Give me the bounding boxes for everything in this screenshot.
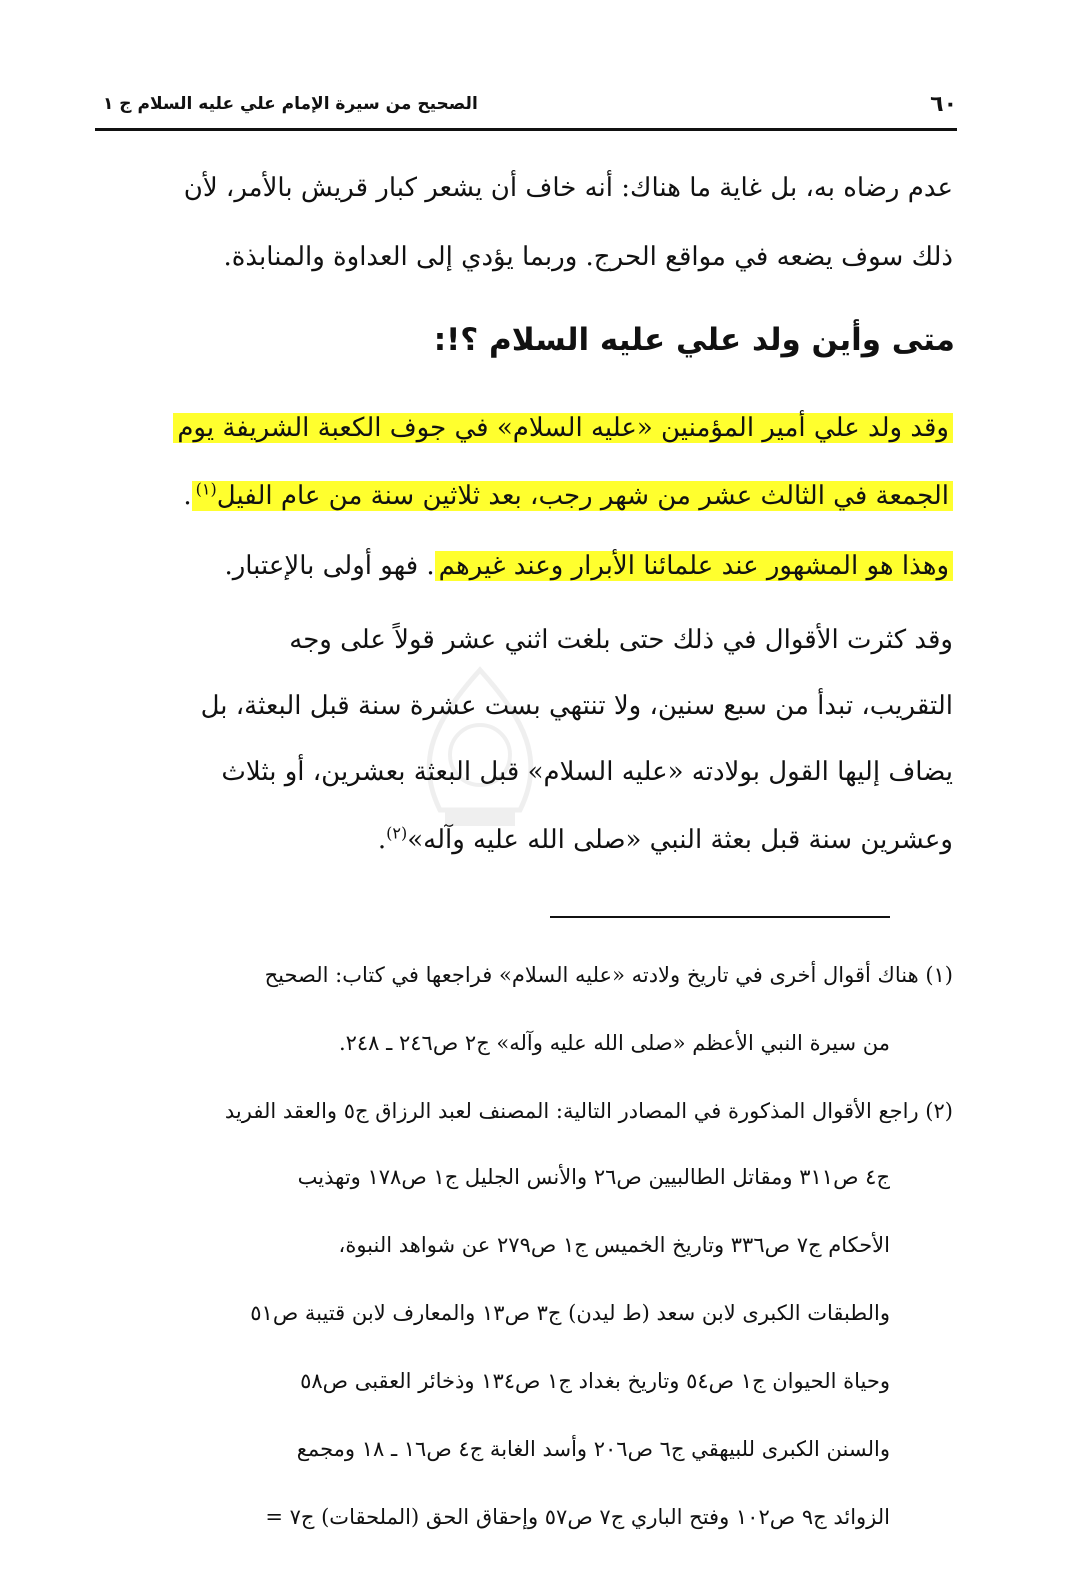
footnote-separator <box>550 916 890 918</box>
body-text: . فهو أولى بالإعتبار. <box>224 551 435 581</box>
body-text: وعشرين سنة قبل بعثة النبي «صلى الله عليه وآله» <box>407 825 953 855</box>
footnote-line: ج٤ ص٣١١ ومقاتل الطالبيين ص٢٦ والأنس الجليل ج١ ص١٧٨ وتهذيب <box>297 1165 890 1189</box>
section-heading: متى وأين ولد علي عليه السلام ؟!: <box>433 322 955 358</box>
highlighted-text: وهذا هو المشهور عند علمائنا الأبرار وعند غيرهم <box>435 551 953 581</box>
footnote-line: والسنن الكبرى للبيهقي ج٦ ص٢٠٦ وأسد الغابة ج٤ ص١٦ ـ ١٨ ومجمع <box>296 1437 890 1461</box>
highlighted-text: وقد ولد علي أمير المؤمنين «عليه السلام» في جوف الكعبة الشريفة يوم <box>173 413 953 443</box>
footnote-ref-1: (١) <box>195 479 217 499</box>
footnote-line: (٢) راجع الأقوال المذكورة في المصادر التالية: المصنف لعبد الرزاق ج٥ والعقد الفريد <box>224 1099 953 1123</box>
body-line: وقد كثرت الأقوال في ذلك حتى بلغت اثني عشر قولاً على وجه <box>289 625 953 655</box>
highlighted-text <box>192 481 953 511</box>
sentence-end: . <box>377 825 387 855</box>
sentence-end: . <box>183 481 192 511</box>
page-number: ٦٠ <box>930 92 957 117</box>
body-line-highlighted <box>95 408 953 448</box>
watermark-emblem-icon <box>395 660 565 840</box>
footnote-line: والطبقات الكبرى لابن سعد (ط ليدن) ج٣ ص١٣ والمعارف لابن قتيبة ص٥١ <box>250 1301 890 1325</box>
watermark-emblem <box>395 660 565 840</box>
highlighted-text-content: الجمعة في الثالث عشر من شهر رجب، بعد ثلاثين سنة من عام الفيل <box>216 481 949 511</box>
body-line <box>95 546 953 586</box>
footnote-ref-2: (٢) <box>386 823 408 843</box>
footnote-line: من سيرة النبي الأعظم «صلى الله عليه وآله» ج٢ ص٢٤٦ ـ ٢٤٨. <box>338 1031 890 1055</box>
footnote-line: (١) هناك أقوال أخرى في تاريخ ولادته «عليه السلام» فراجعها في كتاب: الصحيح <box>264 963 953 987</box>
running-title: الصحيح من سيرة الإمام علي عليه السلام ج ١ <box>103 94 478 114</box>
body-line: يضاف إليها القول بولادته «عليه السلام» قبل البعثة بعشرين، أو بثلاث <box>221 757 953 787</box>
body-line: ذلك سوف يضعه في مواقع الحرج. وربما يؤدي إلى العداوة والمنابذة. <box>223 242 953 272</box>
body-line-highlighted <box>95 476 953 516</box>
footnote-line: وحياة الحيوان ج١ ص٥٤ وتاريخ بغداد ج١ ص١٣٤ وذخائر العقبى ص٥٨ <box>300 1369 890 1393</box>
page-header <box>95 88 957 131</box>
body-line: عدم رضاه به، بل غاية ما هناك: أنه خاف أن يشعر كبار قريش بالأمر، لأن <box>183 173 953 203</box>
footnote-line: الأحكام ج٧ ص٣٣٦ وتاريخ الخميس ج١ ص٢٧٩ عن شواهد النبوة، <box>338 1233 890 1257</box>
body-line: التقريب، تبدأ من سبع سنين، ولا تنتهي بست عشرة سنة قبل البعثة، بل <box>200 691 953 721</box>
footnote-line: الزوائد ج٩ ص١٠٢ وفتح الباري ج٧ ص٥٧ وإحقاق الحق (الملحقات) ج٧ = <box>265 1505 890 1529</box>
